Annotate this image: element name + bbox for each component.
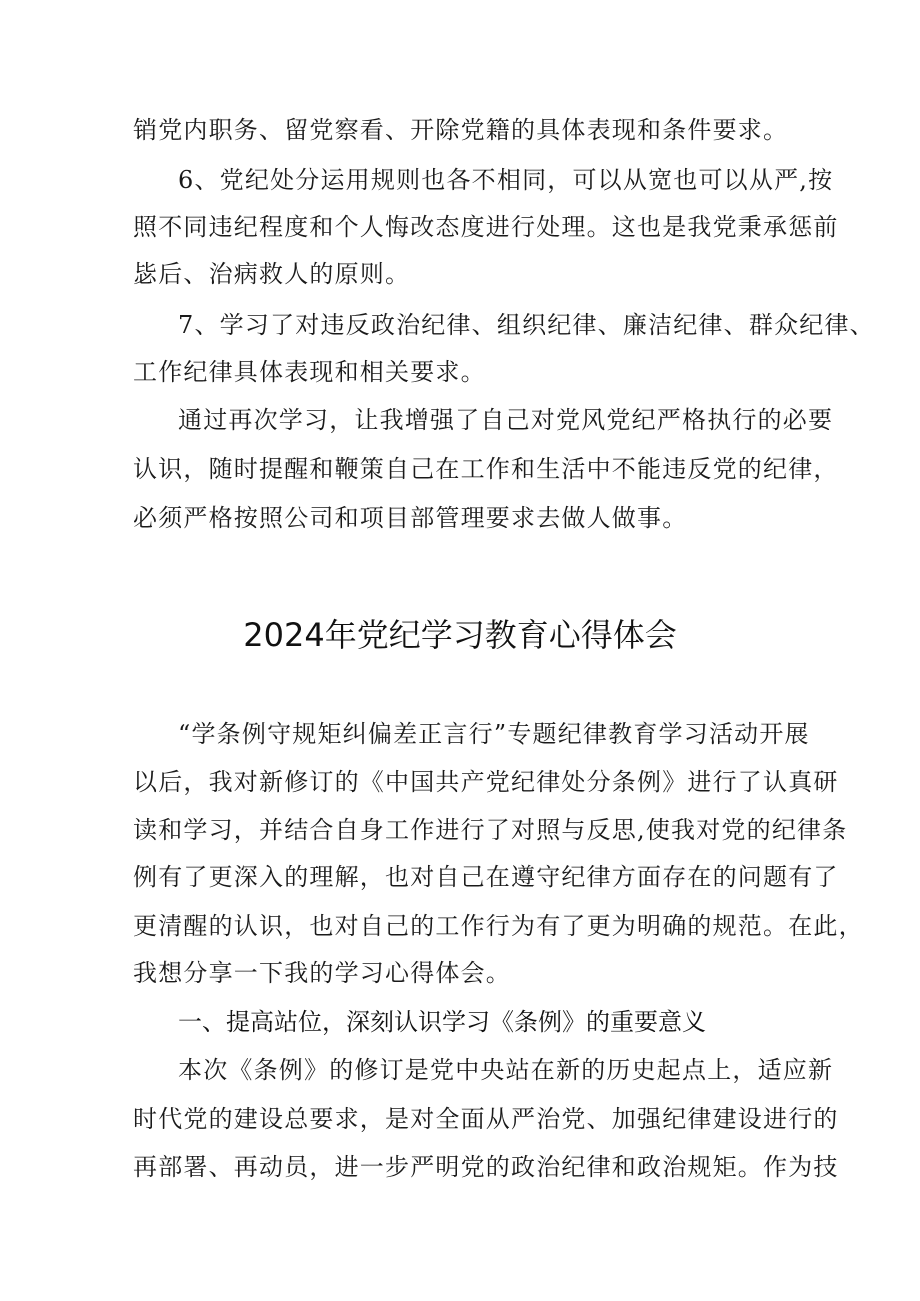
text-line: 读和学习，并结合自身工作进行了对照与反思,使我对党的纪律条: [133, 816, 848, 844]
text-line: 必须严格按照公司和项目部管理要求去做人做事。: [133, 504, 688, 532]
article-title: 2024年党纪学习教育心得体会: [243, 616, 677, 654]
text-line: 以后，我对新修订的《中国共产党纪律处分条例》进行了认真研: [133, 768, 839, 796]
text-line: 时代党的建设总要求，是对全面从严治党、加强纪律建设进行的: [133, 1105, 839, 1133]
text-line: 再部署、再动员，进一步严明党的政治纪律和政治规矩。作为技: [133, 1153, 839, 1181]
text-line: 毖后、治病救人的原则。: [133, 260, 411, 288]
text-line: 照不同违纪程度和个人悔改态度进行处理。这也是我党秉承惩前: [133, 213, 839, 241]
text-line: 6、党纪处分运用规则也各不相同，可以从宽也可以从严,按: [178, 166, 834, 194]
text-line: 工作纪律具体表现和相关要求。: [133, 358, 486, 386]
text-line: 例有了更深入的理解，也对自己在遵守纪律方面存在的问题有了: [133, 863, 839, 891]
section-heading: 一、提高站位，深刻认识学习《条例》的重要意义: [178, 1008, 706, 1036]
text-line: 7、学习了对违反政治纪律、组织纪律、廉洁纪律、群众纪律、: [178, 311, 875, 339]
text-line: 我想分享一下我的学习心得体会。: [133, 959, 511, 987]
text-line: 通过再次学习，让我增强了自己对党风党纪严格执行的必要: [178, 406, 834, 434]
text-line: 本次《条例》的修订是党中央站在新的历史起点上，适应新: [178, 1056, 834, 1084]
text-line: “学条例守规矩纠偏差正言行”专题纪律教育学习活动开展: [178, 720, 810, 748]
text-line: 认识，随时提醒和鞭策自己在工作和生活中不能违反党的纪律，: [133, 455, 839, 483]
text-line: 更清醒的认识，也对自己的工作行为有了更为明确的规范。在此，: [133, 912, 864, 940]
text-line: 销党内职务、留党察看、开除党籍的具体表现和条件要求。: [133, 116, 789, 144]
